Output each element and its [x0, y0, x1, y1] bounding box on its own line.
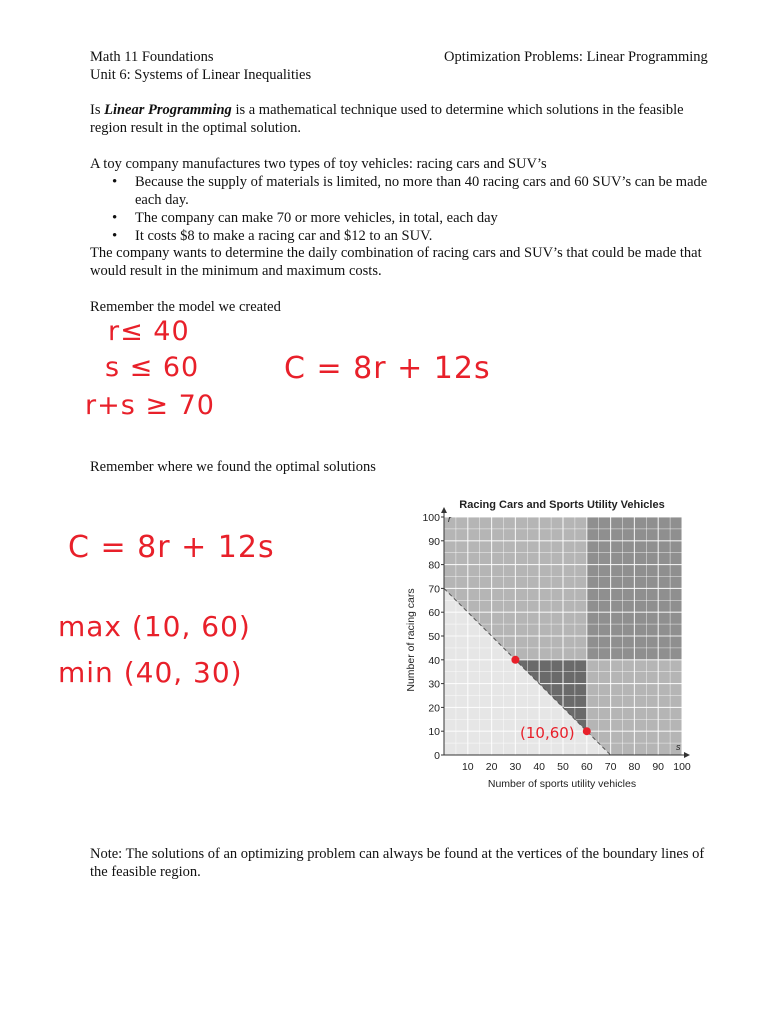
y-tick-label: 0	[434, 750, 440, 762]
intro-term: Linear Programming	[104, 102, 232, 118]
x-tick-label: 20	[485, 761, 498, 773]
handwritten-cost-function: C = 8r + 12s	[284, 351, 491, 386]
handwritten-min: min (40, 30)	[58, 656, 243, 689]
intro-paragraph	[90, 101, 720, 137]
y-axis-label: Number of racing cars	[405, 588, 417, 692]
y-tick-label: 80	[428, 559, 440, 572]
x-tick-label: 30	[509, 761, 522, 773]
x-tick-label: 70	[604, 761, 617, 773]
handwritten-inequality-r: r≤ 40	[108, 316, 190, 347]
unit-title: Unit 6: Systems of Linear Inequalities	[90, 67, 312, 83]
course-title: Math 11 Foundations	[90, 49, 214, 65]
x-axis-letter: s	[676, 742, 681, 752]
y-axis-arrow	[441, 507, 447, 513]
constraints-list	[90, 173, 720, 245]
y-tick-label: 40	[428, 654, 440, 667]
y-tick-label: 10	[428, 726, 440, 739]
x-tick-label: 100	[673, 761, 691, 773]
x-tick-label: 60	[580, 761, 593, 773]
y-tick-label: 20	[428, 702, 440, 715]
x-axis-label: Number of sports utility vehicles	[487, 778, 637, 790]
handwritten-cost-function-2: C = 8r + 12s	[68, 530, 275, 565]
list-item: • Because the supply of materials is limited, no more than 40 racing cars and 60 SUV’s can be made each day.	[90, 173, 720, 209]
feasible-region-chart	[398, 492, 698, 792]
x-tick-label: 80	[628, 761, 641, 773]
x-tick-label: 90	[652, 761, 665, 773]
list-item: • The company can make 70 or more vehicles, in total, each day	[90, 209, 720, 227]
handwritten-max: max (10, 60)	[58, 610, 251, 643]
intro-post: is a mathematical technique used to determine which solutions in the feasible region result in the optimal solution.	[90, 102, 684, 136]
x-tick-label: 50	[557, 761, 569, 773]
y-axis-letter: r	[448, 514, 451, 524]
model-heading: Remember the model we created	[90, 299, 281, 315]
handwritten-inequality-s: s ≤ 60	[105, 352, 200, 383]
problem-lead: A toy company manufactures two types of toy vehicles: racing cars and SUV’s	[90, 156, 547, 172]
y-tick-label: 90	[428, 535, 440, 548]
y-tick-label: 70	[428, 583, 440, 596]
highlighted-point	[511, 656, 519, 664]
problem-goal: The company wants to determine the daily combination of racing cars and SUV’s that could be made that would result in the minimum and maximum costs.	[90, 245, 702, 279]
note-paragraph: Note: The solutions of an optimizing problem can always be found at the vertices of the boundary lines of the feasible region.	[90, 846, 705, 880]
y-tick-label: 30	[428, 678, 440, 691]
y-tick-label: 50	[428, 631, 440, 643]
handwritten-point-label: (10,60)	[520, 724, 575, 742]
x-axis-arrow	[684, 752, 690, 758]
x-tick-label: 10	[461, 761, 474, 773]
intro-pre: Is	[90, 102, 105, 118]
list-item: • It costs $8 to make a racing car and $12 to an SUV.	[90, 227, 720, 245]
y-tick-label: 100	[422, 512, 440, 524]
highlighted-point	[583, 727, 591, 735]
topic-title: Optimization Problems: Linear Programming	[444, 49, 708, 65]
handwritten-inequality-sum: r+s ≥ 70	[85, 390, 215, 421]
optimal-heading: Remember where we found the optimal solutions	[90, 459, 376, 475]
y-tick-label: 60	[428, 607, 440, 620]
x-tick-label: 40	[533, 761, 546, 773]
chart-title: Racing Cars and Sports Utility Vehicles	[459, 499, 665, 511]
